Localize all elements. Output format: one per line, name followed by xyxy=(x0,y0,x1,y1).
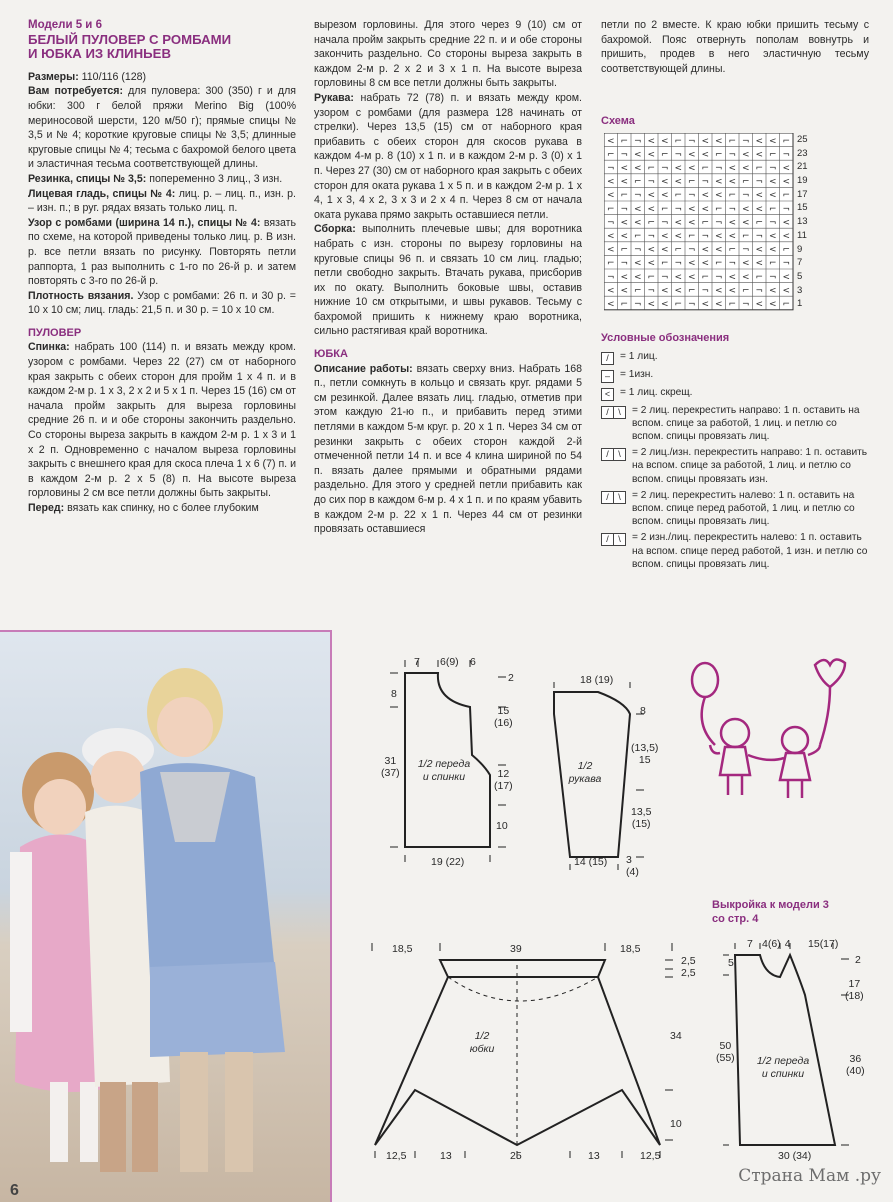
chart-row-number: 23 xyxy=(797,147,808,159)
cross-right-knit-icon: / \ xyxy=(601,406,626,419)
front-neck-depth-dim: 8 xyxy=(391,688,397,700)
front-back-label: 1/2 переда и спинки xyxy=(417,758,471,783)
cross-left-mixed-icon: / \ xyxy=(601,533,626,546)
chart-symbol: ⌐ xyxy=(728,299,737,310)
chart-symbol: ¬ xyxy=(606,272,615,283)
front-top-right-dim: 6 xyxy=(470,656,476,668)
chart-symbol: ⌐ xyxy=(782,190,791,201)
diamond-pattern-paragraph: Узор с ромбами (ширина 14 п.), спицы № 4: вязать по схеме, на которой приведены только лиц. р. В изн. р. все петли вязать по рисунку. Повторять петли раппорта, 1 раз выполнить с 1-го по 26-й р. и затем повторять с 3-го по 26-й р. xyxy=(28,216,296,288)
column-2 xyxy=(314,18,582,537)
legend-item xyxy=(601,350,869,365)
chart-symbol: < xyxy=(620,177,629,188)
chart-symbol: < xyxy=(755,190,764,201)
chart-symbol: ¬ xyxy=(755,231,764,242)
model3-top-dim: 7 xyxy=(747,938,753,950)
chart-symbol: < xyxy=(687,217,696,228)
chart-symbol: ⌐ xyxy=(714,204,723,215)
chart-symbol: ¬ xyxy=(687,136,696,147)
legend-text: = 2 лиц. перекрестить налево: 1 п. оставить на вспом. спице перед работой, 1 лиц. и петлю со вспом. спицы провязать лиц. xyxy=(632,489,855,528)
front-slit-dim: 10 xyxy=(496,820,508,832)
page-number: 6 xyxy=(10,1182,19,1199)
cross-left-knit-icon: / \ xyxy=(601,491,626,504)
chart-symbol: < xyxy=(620,217,629,228)
chart-symbol: ¬ xyxy=(701,231,710,242)
chart-symbol: ⌐ xyxy=(606,258,615,269)
legend-text: = 1 лиц. скрещ. xyxy=(620,386,693,398)
chart-symbol: < xyxy=(714,136,723,147)
assembly-paragraph: Сборка: выполнить плечевые швы; для воротника набрать с изн. стороны по вырезу горловины на круговые спицы 96 п. и связать 10 см лиц. гладью; петли свободно закрыть. Втачать рукава, присборив их по окату. Выполнить боковые швы, оставив нижние 10 см открытыми, и швы рукавов. Тесьму с бахромой пришить к нижнему краю воротника, сильно растягивая край воротника. xyxy=(314,223,582,338)
chart-symbol: ⌐ xyxy=(728,190,737,201)
chart-symbol: < xyxy=(674,163,683,174)
chart-symbol: < xyxy=(701,190,710,201)
chart-symbol: < xyxy=(660,231,669,242)
front-bottom-dim: 19 (22) xyxy=(431,856,465,868)
skirt-continued-paragraph: петли по 2 вместе. К краю юбки пришить тесьму с бахромой. Пояс отвернуть пополам вовнутрь и пришить, продев в него эластичную тесьму соответствующей длины. xyxy=(601,19,869,75)
chart-symbol: ¬ xyxy=(741,299,750,310)
chart-symbol: ¬ xyxy=(741,190,750,201)
chart-symbol: ⌐ xyxy=(620,190,629,201)
chart-symbol: < xyxy=(606,245,615,256)
chart-symbol: ¬ xyxy=(620,149,629,160)
front-continued-paragraph: вырезом горловины. Для этого через 9 (10) см от начала пройм закрыть средние 22 п. и и обе стороны закончить раздельно. Со стороны выреза закрыть в каждом 2-м р. 2 х 2 и 3 х 1 п. На высоте выреза горловины 8 см все петли должны быть закрыты. xyxy=(314,19,582,90)
chart-symbol: ⌐ xyxy=(741,177,750,188)
chart-symbol: ¬ xyxy=(701,285,710,296)
chart-symbol: < xyxy=(741,217,750,228)
chart-symbol: < xyxy=(755,299,764,310)
chart-symbol: < xyxy=(606,177,615,188)
chart-symbol: < xyxy=(755,136,764,147)
chart-symbol: ¬ xyxy=(620,258,629,269)
chart-symbol: < xyxy=(606,136,615,147)
chart-symbol: < xyxy=(714,285,723,296)
chart-symbol: ⌐ xyxy=(714,258,723,269)
chart-symbol: ¬ xyxy=(768,163,777,174)
chart-symbol: ¬ xyxy=(728,149,737,160)
chart-symbol: ¬ xyxy=(768,217,777,228)
chart-symbol: ⌐ xyxy=(606,149,615,160)
chart-symbol: ⌐ xyxy=(633,177,642,188)
chart-symbol: < xyxy=(741,163,750,174)
purl-icon: – xyxy=(601,370,614,383)
chart-symbol: < xyxy=(741,149,750,160)
article-title-line1: БЕЛЫЙ ПУЛОВЕР С РОМБАМИ xyxy=(28,31,232,47)
chart-symbol: < xyxy=(755,149,764,160)
chart-symbol: ⌐ xyxy=(647,217,656,228)
chart-row-number: 21 xyxy=(797,161,808,173)
chart-symbol: < xyxy=(701,299,710,310)
chart-symbol: ⌐ xyxy=(768,204,777,215)
legend-item xyxy=(601,368,869,383)
skirt-work-paragraph: Описание работы: вязать сверху вниз. Набрать 168 п., петли сомкнуть в кольцо и связать круг. рядами 5 см резинкой. Далее вязать лиц. гладью, отметив при этом каждую 21-ю п., и прибавить перед этими петлями в каждом 5-м круг. р. 20 х 1 п. Через 34 см от резинки закрыть с обеих сторон каждой 2-й отмеченной петли 14 п. и все 4 клина шириной по 54 п. вязать далее прямыми и обратными рядами раздельно. Для этого у средней петли прибавить как до сих пор в каждом 6-м р. 4 х 1 п. и по краям убавить в каждом 2-м р. 22 х 1 п. Через 44 см от резинки провязать оставшиеся xyxy=(314,362,582,536)
chart-symbol: < xyxy=(647,190,656,201)
chart-symbol: ⌐ xyxy=(687,285,696,296)
chart-symbol: < xyxy=(782,217,791,228)
chart-symbol: < xyxy=(728,163,737,174)
scheme-heading: Схема xyxy=(601,115,635,128)
chart-symbol: < xyxy=(714,299,723,310)
chart-symbol: < xyxy=(633,149,642,160)
sleeve-bottom-dim: 14 (15) xyxy=(574,856,608,868)
legend-item xyxy=(601,531,869,571)
skirt-top-mid-dim: 39 xyxy=(510,943,522,955)
skirt-label: 1/2 юбки xyxy=(469,1030,495,1055)
chart-symbol: < xyxy=(687,258,696,269)
chart-symbol: ⌐ xyxy=(647,272,656,283)
chart-symbol: < xyxy=(768,231,777,242)
chart-symbol: < xyxy=(782,272,791,283)
chart-row-number: 7 xyxy=(797,257,803,269)
chart-symbol: ⌐ xyxy=(714,149,723,160)
front-mid-dim: 12 (17) xyxy=(494,768,513,792)
chart-symbol: < xyxy=(674,272,683,283)
chart-symbol: < xyxy=(620,272,629,283)
chart-symbol: < xyxy=(701,136,710,147)
model3-height-dim: 50 (55) xyxy=(716,1040,735,1064)
model3-label: 1/2 переда и спинки xyxy=(756,1055,810,1080)
chart-symbol: < xyxy=(714,190,723,201)
chart-symbol: < xyxy=(728,177,737,188)
chart-symbol: ⌐ xyxy=(660,258,669,269)
chart-symbol: < xyxy=(674,231,683,242)
chart-symbol: < xyxy=(660,285,669,296)
skirt-wedge-dim: 10 xyxy=(670,1118,682,1130)
chart-symbol: ⌐ xyxy=(674,190,683,201)
chart-symbol: ¬ xyxy=(620,204,629,215)
article-title-line2: И ЮБКА ИЗ КЛИНЬЕВ xyxy=(28,46,171,62)
chart-symbol: < xyxy=(728,217,737,228)
chart-symbol: < xyxy=(768,177,777,188)
model-kicker: Модели 5 и 6 xyxy=(28,19,102,31)
chart-symbol: ¬ xyxy=(714,217,723,228)
chart-symbol: ⌐ xyxy=(606,204,615,215)
model3-bottom-dim: 30 (34) xyxy=(778,1150,812,1162)
chart-symbol: < xyxy=(647,136,656,147)
chart-symbol: ⌐ xyxy=(633,285,642,296)
chart-symbol: ⌐ xyxy=(633,231,642,242)
materials-paragraph: Вам потребуется: для пуловера: 300 (350) г и для юбки: 300 г белой пряжи Merino Big (100% мериносовой шерсти, 120 м/50 г); прямые спицы № 3,5 и № 4; короткие круговые спицы № 3,5; длинные круговые спицы № 4; тесьма с бахромой белого цвета и эластичная тесьма соответствующей длины. xyxy=(28,85,296,171)
chart-symbol: ⌐ xyxy=(701,163,710,174)
model3-side-dim: 36 (40) xyxy=(846,1053,865,1077)
chart-symbol: ¬ xyxy=(782,149,791,160)
legend-item xyxy=(601,446,869,486)
chart-symbol: ⌐ xyxy=(674,245,683,256)
chart-symbol: < xyxy=(633,163,642,174)
chart-symbol: < xyxy=(620,231,629,242)
front-top-left-dim: 7 xyxy=(414,656,420,668)
chart-symbol: ⌐ xyxy=(728,245,737,256)
sleeve-label: 1/2 рукава xyxy=(568,760,602,785)
chart-symbol: ⌐ xyxy=(741,285,750,296)
sleeve-cuff-dim: 3 (4) xyxy=(626,854,639,878)
legend-text: = 2 изн./лиц. перекрестить налево: 1 п. оставить на вспом. спице перед работой, 1 изн. и петлю со вспом. спицы провязать лиц. xyxy=(632,532,868,570)
chart-symbol: ⌐ xyxy=(755,272,764,283)
model3-shoulder-dim: 15(17) xyxy=(808,938,839,950)
model3-neck-dim: 4(6) 4 xyxy=(762,938,791,950)
chart-symbol: ¬ xyxy=(714,272,723,283)
chart-symbol: ⌐ xyxy=(687,231,696,242)
model3-heading: Выкройка к модели 3 со стр. 4 xyxy=(712,899,829,925)
chart-symbol: ⌐ xyxy=(741,231,750,242)
skirt-top-left-dim: 18,5 xyxy=(392,943,413,955)
chart-symbol: ¬ xyxy=(647,177,656,188)
chart-symbol: < xyxy=(674,285,683,296)
front-paragraph: Перед: вязать как спинку, но с более глубоким xyxy=(28,502,259,514)
chart-symbol: < xyxy=(674,217,683,228)
site-watermark: Страна Мам .ру xyxy=(738,1166,881,1186)
chart-row-number: 25 xyxy=(797,133,808,145)
skirt-top-right-dim: 18,5 xyxy=(620,943,641,955)
chart-symbol: ⌐ xyxy=(620,299,629,310)
chart-symbol: < xyxy=(768,245,777,256)
legend-text: = 2 лиц. перекрестить направо: 1 п. оставить на вспом. спице за работой, 1 лиц. и петлю со вспом. спицы провязать лиц. xyxy=(632,404,860,442)
legend-item xyxy=(601,489,869,529)
sleeve-cap-dim: 8 xyxy=(640,705,646,717)
chart-symbol: ¬ xyxy=(755,285,764,296)
scheme-block xyxy=(601,133,869,323)
chart-symbol: < xyxy=(701,258,710,269)
chart-symbol: ⌐ xyxy=(782,136,791,147)
chart-symbol: < xyxy=(701,149,710,160)
chart-row-number: 17 xyxy=(797,188,808,200)
chart-symbol: ⌐ xyxy=(782,299,791,310)
chart-symbol: < xyxy=(687,272,696,283)
chart-symbol: ¬ xyxy=(633,136,642,147)
chart-symbol: < xyxy=(782,231,791,242)
skirt-height-dim: 34 xyxy=(670,1030,682,1042)
chart-symbol: < xyxy=(660,177,669,188)
chart-symbol: ⌐ xyxy=(620,245,629,256)
chart-symbol: < xyxy=(647,245,656,256)
chart-symbol: < xyxy=(687,149,696,160)
front-top-mid-dim: 6(9) xyxy=(440,656,459,668)
chart-symbol: < xyxy=(741,204,750,215)
chart-symbol: ¬ xyxy=(782,258,791,269)
chart-symbol: < xyxy=(606,285,615,296)
sizes-paragraph: Размеры: 110/116 (128) xyxy=(28,70,147,83)
sleeve-lower-dim: 13,5 (15) xyxy=(631,806,652,830)
chart-symbol: < xyxy=(782,285,791,296)
chart-symbol: < xyxy=(768,299,777,310)
legend-item xyxy=(601,386,869,401)
chart-symbol: ¬ xyxy=(606,163,615,174)
chart-symbol: ⌐ xyxy=(701,217,710,228)
chart-symbol: < xyxy=(728,272,737,283)
stockinette-paragraph: Лицевая гладь, спицы № 4: лиц. р. – лиц. п., изн. р. – изн. п.; в руг. рядах вязать только лиц. п. xyxy=(28,187,296,215)
skirt-bottom-dim-3: 25 xyxy=(510,1150,522,1162)
chart-symbol: ⌐ xyxy=(674,136,683,147)
chart-symbol: < xyxy=(768,285,777,296)
chart-symbol: < xyxy=(768,136,777,147)
chart-row-number: 1 xyxy=(797,298,803,310)
chart-symbol: ¬ xyxy=(768,272,777,283)
chart-symbol: ¬ xyxy=(674,149,683,160)
knit-icon: / xyxy=(601,352,614,365)
chart-symbol: < xyxy=(660,299,669,310)
chart-symbol: ⌐ xyxy=(660,149,669,160)
chart-symbol: ¬ xyxy=(741,136,750,147)
chart-symbol: ⌐ xyxy=(755,163,764,174)
chart-symbol: < xyxy=(633,272,642,283)
chart-symbol: ¬ xyxy=(633,299,642,310)
skirt-band-dim-2: 2,5 xyxy=(681,967,696,979)
skirt-bottom-dim-5: 12,5 xyxy=(640,1150,661,1162)
skirt-band-dim-1: 2,5 xyxy=(681,955,696,967)
legend-heading: Условные обозначения xyxy=(601,331,730,344)
chart-row-number: 13 xyxy=(797,216,808,228)
chart-symbol: < xyxy=(755,204,764,215)
chart-symbol: < xyxy=(782,163,791,174)
back-paragraph: Спинка: набрать 100 (114) п. и вязать между кром. узором с ромбами. Через 22 (27) см от наборного края закрыть с обеих сторон для пройм 1 х 4 п. и в каждом 2-м р. 1 х 3, 2 х 2 и 5 х 1 п. Через 15 (16) см от начала пройм закрыть для выреза горловины средние 26 п. и и обе стороны закончить раздельно. Со стороны выреза закрыть в каждом 2-м р. 1 х 3 и 1 х 2 п. Одновременно с началом выреза горловины закрыть с внешнего края для скоса плеча 1 х 6 (7) п. и в каждом 2-м р. 2 х 5 (8) п. На высоте выреза горловины 2 см все петли должны быть закрыты. xyxy=(28,341,296,500)
chart-symbol: ¬ xyxy=(660,163,669,174)
chart-symbol: < xyxy=(755,245,764,256)
chart-symbol: < xyxy=(606,190,615,201)
legend-text: = 2 лиц./изн. перекрестить направо: 1 п. оставить на вспом. спице за работой, 1 лиц. и петлю со вспом. спицы провязать изн. xyxy=(632,447,868,485)
k2tog-icon: < xyxy=(601,388,614,401)
chart-symbol: < xyxy=(647,258,656,269)
legend xyxy=(601,350,869,571)
chart-symbol: ¬ xyxy=(660,272,669,283)
chart-symbol: < xyxy=(714,231,723,242)
rib-paragraph: Резинка, спицы № 3,5: попеременно 3 лиц., 3 изн. xyxy=(28,172,283,185)
chart-symbol: ¬ xyxy=(728,204,737,215)
chart-symbol: ⌐ xyxy=(768,258,777,269)
chart-symbol: ¬ xyxy=(728,258,737,269)
chart-symbol: < xyxy=(620,163,629,174)
chart-symbol: < xyxy=(633,204,642,215)
chart-symbol: < xyxy=(606,299,615,310)
sleeves-paragraph: Рукава: набрать 72 (78) п. и вязать между кром. узором с ромбами (для размера 128 начинать от стрелки). Через 13,5 (15) см от наборного края прибавить с обеих сторон для скосов рукава в каждом 4-м р. 8 (10) х 1 п. и в каждом 2-м р. 3 (0) х 1 п. Через 27 (30) см от наборного края закрыть с обеих сторон для оката рукава 1 х 5 п. и в каждом 2-м р. 1 х 4, 1 х 3, 4 х 2, 3 х 3 и 2 х 4 п. Через 8 см от начала оката рукава прямо закрыть оставшиеся петли. xyxy=(314,91,582,221)
chart-symbol: < xyxy=(782,177,791,188)
chart-symbol: ⌐ xyxy=(755,217,764,228)
chart-row-number: 5 xyxy=(797,271,803,282)
chart-symbol: < xyxy=(755,258,764,269)
chart-symbol: < xyxy=(647,204,656,215)
chart-symbol: < xyxy=(768,190,777,201)
chart-symbol: ⌐ xyxy=(728,136,737,147)
chart-symbol: ¬ xyxy=(660,217,669,228)
chart-symbol: ¬ xyxy=(782,204,791,215)
chart-symbol: ⌐ xyxy=(768,149,777,160)
chart-row-number: 9 xyxy=(797,243,803,255)
sleeve-upper-dim: (13,5) 15 xyxy=(631,742,659,766)
skirt-bottom-dim-2: 13 xyxy=(440,1150,452,1162)
chart-symbol: < xyxy=(728,231,737,242)
front-armhole-dim: 15 (16) xyxy=(494,705,513,729)
chart-symbol: < xyxy=(647,149,656,160)
chart-row-number: 19 xyxy=(797,175,808,187)
density-paragraph: Плотность вязания. Узор с ромбами: 26 п. и 30 р. = 10 х 10 см; лиц. гладь: 21,5 п. и 30 р. = 10 х 10 см. xyxy=(28,289,296,317)
front-height-dim: 31 (37) xyxy=(381,755,400,779)
model3-neck-depth-dim: 5 xyxy=(728,957,734,969)
legend-item xyxy=(601,404,869,444)
skirt-pattern-drawing xyxy=(360,935,690,1165)
model3-shoulder-slope-dim: 2 xyxy=(855,954,861,966)
chart-symbol: ¬ xyxy=(674,258,683,269)
chart-symbol: < xyxy=(714,177,723,188)
knitting-chart-grid xyxy=(604,133,794,311)
chart-symbol: ⌐ xyxy=(782,245,791,256)
chart-symbol: < xyxy=(728,285,737,296)
chart-symbol: ¬ xyxy=(606,217,615,228)
pullover-heading: ПУЛОВЕР xyxy=(28,326,82,339)
chart-symbol: ¬ xyxy=(674,204,683,215)
chart-symbol: ¬ xyxy=(687,190,696,201)
chart-symbol: ¬ xyxy=(687,245,696,256)
chart-symbol: ¬ xyxy=(647,231,656,242)
chart-symbol: ¬ xyxy=(701,177,710,188)
chart-row-number: 3 xyxy=(797,284,803,296)
chart-symbol: ¬ xyxy=(633,190,642,201)
chart-symbol: ¬ xyxy=(647,285,656,296)
chart-symbol: < xyxy=(647,299,656,310)
column-1 xyxy=(28,18,296,516)
chart-symbol: ¬ xyxy=(755,177,764,188)
chart-symbol: < xyxy=(701,245,710,256)
chart-symbol: < xyxy=(620,285,629,296)
chart-symbol: < xyxy=(714,245,723,256)
children-doodle-icon xyxy=(680,655,880,805)
chart-symbol: ¬ xyxy=(633,245,642,256)
chart-symbol: ⌐ xyxy=(647,163,656,174)
children-photo-illustration xyxy=(0,632,330,1202)
chart-symbol: ⌐ xyxy=(674,299,683,310)
column-3 xyxy=(601,18,869,571)
chart-symbol: < xyxy=(741,258,750,269)
chart-row-number: 15 xyxy=(797,202,808,214)
chart-symbol: < xyxy=(687,163,696,174)
sleeve-top-dim: 18 (19) xyxy=(580,674,614,686)
skirt-bottom-dim-1: 12,5 xyxy=(386,1150,407,1162)
chart-symbol: < xyxy=(687,204,696,215)
chart-symbol: < xyxy=(633,258,642,269)
legend-text: = 1 лиц. xyxy=(620,350,658,362)
chart-symbol: < xyxy=(674,177,683,188)
skirt-bottom-dim-4: 13 xyxy=(588,1150,600,1162)
cross-right-mixed-icon: / \ xyxy=(601,448,626,461)
chart-symbol: ⌐ xyxy=(660,204,669,215)
chart-symbol: < xyxy=(701,204,710,215)
chart-row-numbers xyxy=(797,133,808,311)
chart-symbol: < xyxy=(606,231,615,242)
chart-symbol: ⌐ xyxy=(687,177,696,188)
chart-symbol: ¬ xyxy=(714,163,723,174)
chart-symbol: < xyxy=(741,272,750,283)
chart-symbol: ⌐ xyxy=(701,272,710,283)
children-photo xyxy=(0,630,332,1202)
skirt-heading: ЮБКА xyxy=(314,348,348,361)
legend-text: = 1изн. xyxy=(620,368,654,380)
chart-symbol: < xyxy=(660,245,669,256)
chart-symbol: ⌐ xyxy=(620,136,629,147)
chart-symbol: ¬ xyxy=(741,245,750,256)
chart-symbol: < xyxy=(660,136,669,147)
chart-symbol: < xyxy=(633,217,642,228)
chart-symbol: < xyxy=(660,190,669,201)
front-shoulder-dim: 2 xyxy=(508,672,514,684)
chart-row-number: 11 xyxy=(797,229,807,241)
model3-armhole-dim: 17 (18) xyxy=(845,978,864,1002)
chart-symbol: ¬ xyxy=(687,299,696,310)
